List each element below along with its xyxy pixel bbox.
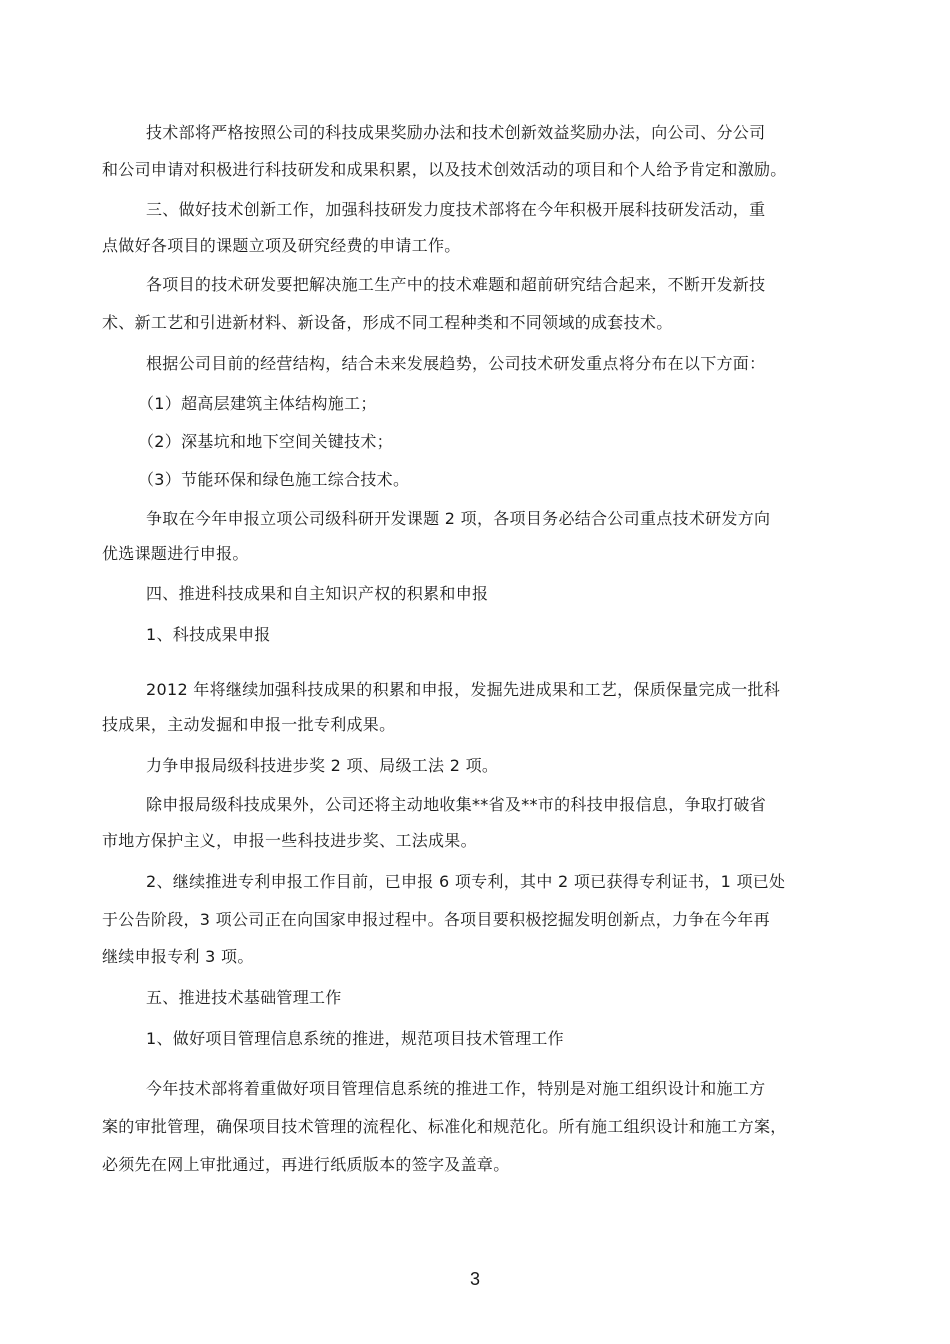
section-heading: 三、做好技术创新工作，加强科技研发力度技术部将在今年积极开展科技研发活动，重 — [146, 200, 766, 219]
paragraph-line: 2、继续推进专利申报工作目前，已申报 6 项专利，其中 2 项已获得专利证书，1 项已处 — [146, 872, 786, 891]
paragraph-line: 必须先在网上审批通过，再进行纸质版本的签字及盖章。 — [102, 1155, 510, 1174]
paragraph-line: 各项目的技术研发要把解决施工生产中的技术难题和超前研究结合起来，不断开发新技 — [146, 275, 766, 294]
paragraph-line: 争取在今年申报立项公司级科研开发课题 2 项，各项目务必结合公司重点技术研发方向 — [146, 509, 771, 528]
list-item: （1）超高层建筑主体结构施工； — [138, 394, 377, 413]
paragraph-line: 市地方保护主义，申报一些科技进步奖、工法成果。 — [102, 831, 477, 850]
paragraph-line: 术、新工艺和引进新材料、新设备，形成不同工程种类和不同领域的成套技术。 — [102, 313, 673, 332]
list-item: （3）节能环保和绿色施工综合技术。 — [138, 470, 410, 489]
page-number: 3 — [469, 1269, 480, 1289]
paragraph-line: 点做好各项目的课题立项及研究经费的申请工作。 — [102, 236, 461, 255]
paragraph-line: 技术部将严格按照公司的科技成果奖励办法和技术创新效益奖励办法，向公司、分公司 — [146, 123, 766, 142]
paragraph-line: 2012 年将继续加强科技成果的积累和申报，发掘先进成果和工艺，保质保量完成一批科 — [146, 680, 781, 699]
paragraph-line: 优选课题进行申报。 — [102, 544, 249, 563]
paragraph-line: 技成果，主动发掘和申报一批专利成果。 — [102, 715, 396, 734]
paragraph-line: 根据公司目前的经营结构，结合未来发展趋势，公司技术研发重点将分布在以下方面： — [146, 354, 766, 373]
subsection-heading: 1、科技成果申报 — [146, 625, 271, 644]
paragraph-line: 继续申报专利 3 项。 — [102, 947, 254, 966]
paragraph-line: 今年技术部将着重做好项目管理信息系统的推进工作，特别是对施工组织设计和施工方 — [146, 1079, 766, 1098]
paragraph-line: 和公司申请对积极进行科技研发和成果积累，以及技术创效活动的项目和个人给予肯定和激励。 — [102, 160, 787, 179]
list-item: （2）深基坑和地下空间关键技术； — [138, 432, 393, 451]
paragraph-line: 力争申报局级科技进步奖 2 项、局级工法 2 项。 — [146, 756, 499, 775]
section-heading: 四、推进科技成果和自主知识产权的积累和申报 — [146, 584, 489, 603]
paragraph-line: 案的审批管理，确保项目技术管理的流程化、标准化和规范化。所有施工组织设计和施工方案， — [102, 1117, 787, 1136]
paragraph-line: 除申报局级科技成果外，公司还将主动地收集**省及**市的科技申报信息，争取打破省 — [146, 795, 767, 814]
subsection-heading: 1、做好项目管理信息系统的推进，规范项目技术管理工作 — [146, 1029, 564, 1048]
paragraph-line: 于公告阶段，3 项公司正在向国家申报过程中。各项目要积极挖掘发明创新点，力争在今年再 — [102, 910, 770, 929]
section-heading: 五、推进技术基础管理工作 — [146, 988, 342, 1007]
